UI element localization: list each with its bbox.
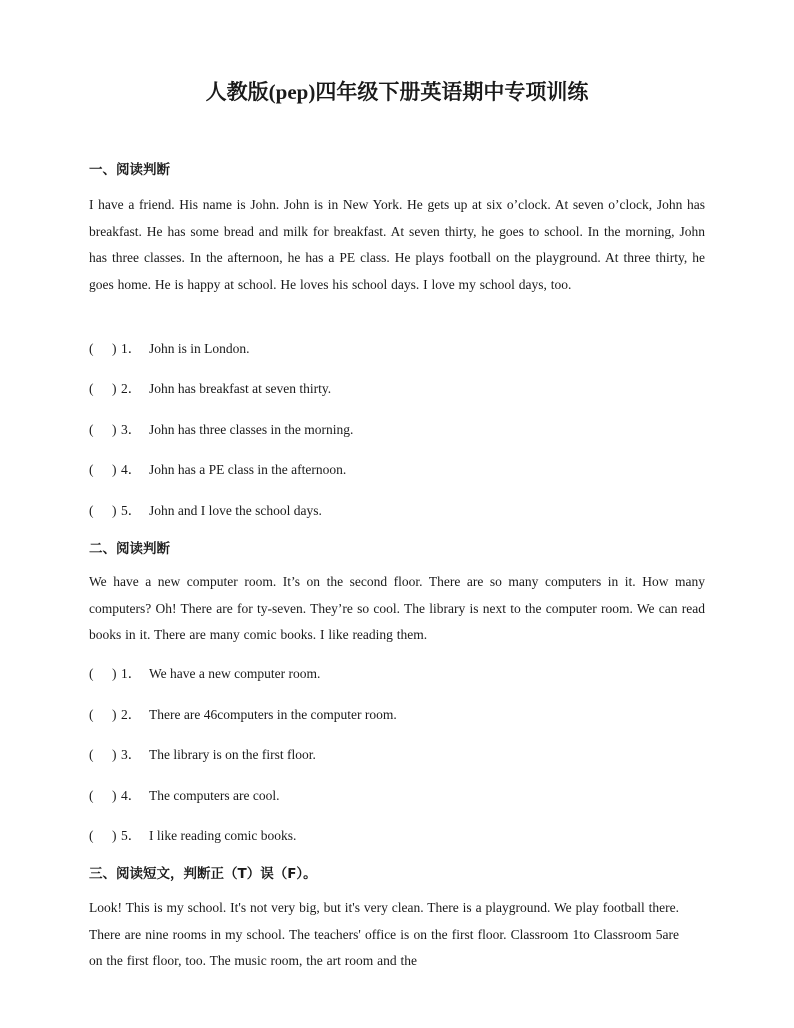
answer-blank[interactable]: ( ) bbox=[89, 341, 117, 356]
section-1-question-1 bbox=[89, 337, 250, 357]
section-1-question-2 bbox=[89, 377, 331, 397]
section-2-passage: We have a new computer room. It’s on the second floor. There are so many computers in it. How many computers? Oh! There are for ty-seven. They’re so cool. The library is next to the computer room. We can read books in it. There are many comic books. I like reading them. bbox=[89, 574, 705, 643]
section-2-question-3 bbox=[89, 743, 316, 763]
question-number: 3． bbox=[121, 422, 142, 437]
section-2-question-4 bbox=[89, 784, 279, 804]
answer-blank[interactable]: ( ) bbox=[89, 462, 117, 477]
document-title: 人教版(pep)四年级下册英语期中专项训练 bbox=[205, 80, 589, 104]
section-2-question-1 bbox=[89, 662, 320, 682]
question-text: John has a PE class in the afternoon. bbox=[149, 462, 347, 477]
section-2-question-2 bbox=[89, 703, 397, 723]
answer-blank[interactable]: ( ) bbox=[89, 381, 117, 396]
answer-blank[interactable]: ( ) bbox=[89, 828, 117, 843]
question-number: 4． bbox=[121, 462, 142, 477]
answer-blank[interactable]: ( ) bbox=[89, 747, 117, 762]
question-text: The computers are cool. bbox=[149, 788, 280, 803]
question-number: 2． bbox=[121, 707, 142, 722]
question-text: John has breakfast at seven thirty. bbox=[149, 381, 332, 396]
question-text: I like reading comic books. bbox=[149, 828, 297, 843]
section-3-heading: 三、阅读短文，判断正（T）误（F）。 bbox=[89, 866, 317, 882]
answer-blank[interactable]: ( ) bbox=[89, 422, 117, 437]
answer-blank[interactable]: ( ) bbox=[89, 788, 117, 803]
answer-blank[interactable]: ( ) bbox=[89, 666, 117, 681]
section-1-question-3 bbox=[89, 418, 353, 438]
question-number: 2． bbox=[121, 381, 142, 396]
section-2-question-5 bbox=[89, 824, 296, 844]
answer-blank[interactable]: ( ) bbox=[89, 707, 117, 722]
question-number: 4． bbox=[121, 788, 142, 803]
question-number: 1． bbox=[121, 666, 142, 681]
section-1-heading: 一、阅读判断 bbox=[89, 162, 170, 178]
answer-blank[interactable]: ( ) bbox=[89, 503, 117, 518]
question-text: John is in London. bbox=[149, 341, 250, 356]
question-text: John and I love the school days. bbox=[149, 503, 322, 518]
question-number: 3． bbox=[121, 747, 142, 762]
question-text: John has three classes in the morning. bbox=[149, 422, 354, 437]
section-1-question-4 bbox=[89, 458, 346, 478]
question-number: 5． bbox=[121, 503, 142, 518]
section-1-passage: I have a friend. His name is John. John is in New York. He gets up at six o’clock. At seven o’clock, John has breakfast. He has some bread and milk for breakfast. At seven thirty, he goes to school. In the morning, John has three classes. In the afternoon, he has a PE class. He plays football on the playground. At three thirty, he goes home. He is happy at school. He loves his school days. I love my school days, too. bbox=[89, 197, 705, 293]
question-text: There are 46computers in the computer room. bbox=[149, 707, 397, 722]
section-3-passage: Look! This is my school. It's not very big, but it's very clean. There is a playground. We play football there. There are nine rooms in my school. The teachers' office is on the first floor. Classroom 1to Classroom 5are on the first floor, too. The music room, the art room and the bbox=[89, 900, 679, 969]
question-number: 5． bbox=[121, 828, 142, 843]
question-number: 1． bbox=[121, 341, 142, 356]
section-2-heading: 二、阅读判断 bbox=[89, 541, 170, 557]
question-text: The library is on the first floor. bbox=[149, 747, 316, 762]
section-1-question-5 bbox=[89, 499, 322, 519]
question-text: We have a new computer room. bbox=[149, 666, 321, 681]
